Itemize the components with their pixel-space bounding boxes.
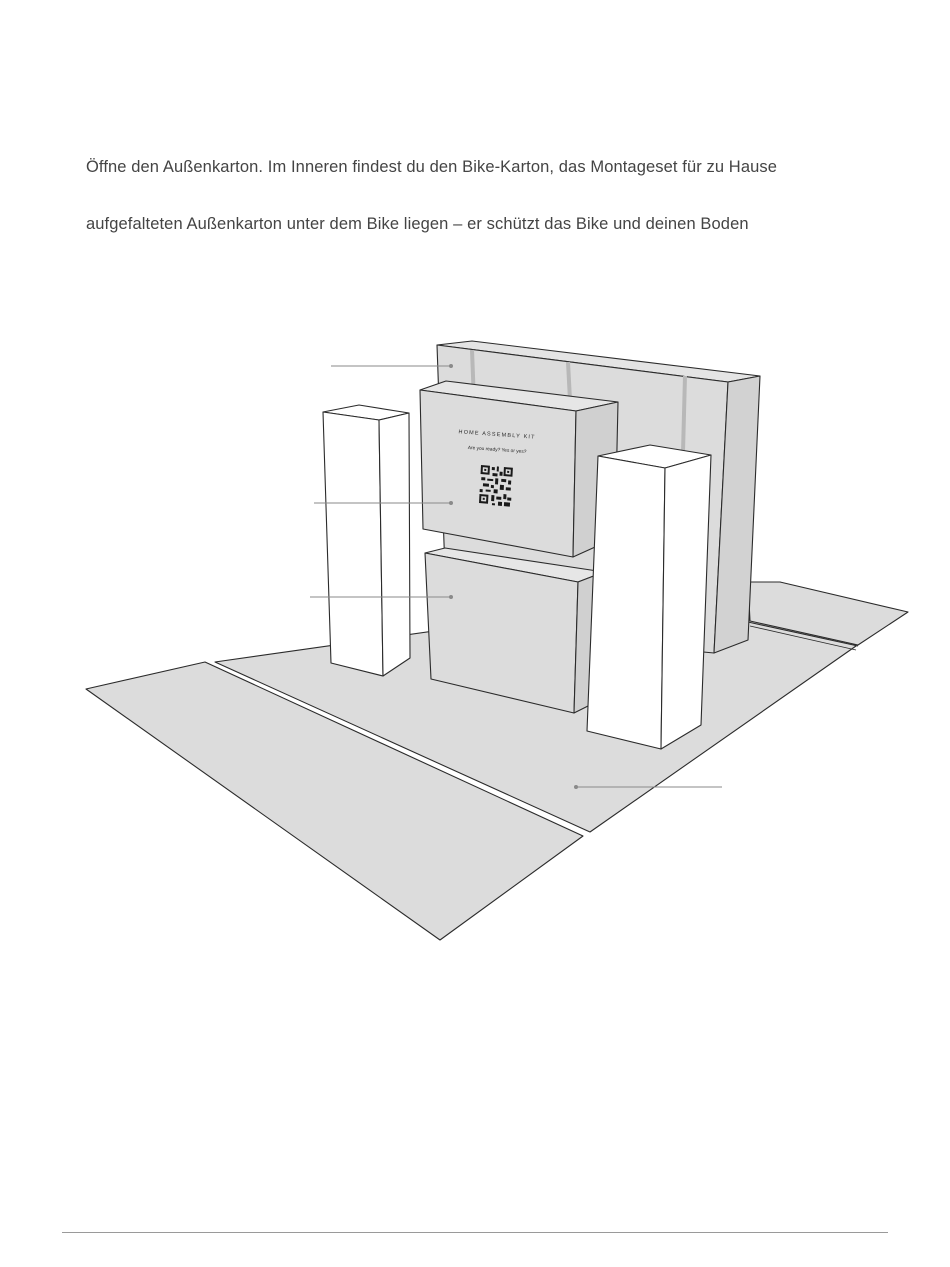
home-assembly-kit-box (420, 381, 618, 557)
instruction-text-line-1: Öffne den Außenkarton. Im Inneren findest du den Bike-Karton, das Montageset für zu Hause (86, 158, 778, 176)
left-tall-box (323, 405, 410, 676)
qr-code-icon (479, 465, 513, 508)
instruction-text-line-2: aufgefalteten Außenkarton unter dem Bike liegen – er schützt das Bike und deinen Boden (86, 215, 749, 233)
footer-divider (62, 1232, 888, 1233)
kit-box-subtitle: Are you ready? Yes or yes? (467, 445, 527, 456)
kit-box-title: HOME ASSEMBLY KIT (458, 429, 536, 441)
right-tall-box (587, 445, 711, 749)
